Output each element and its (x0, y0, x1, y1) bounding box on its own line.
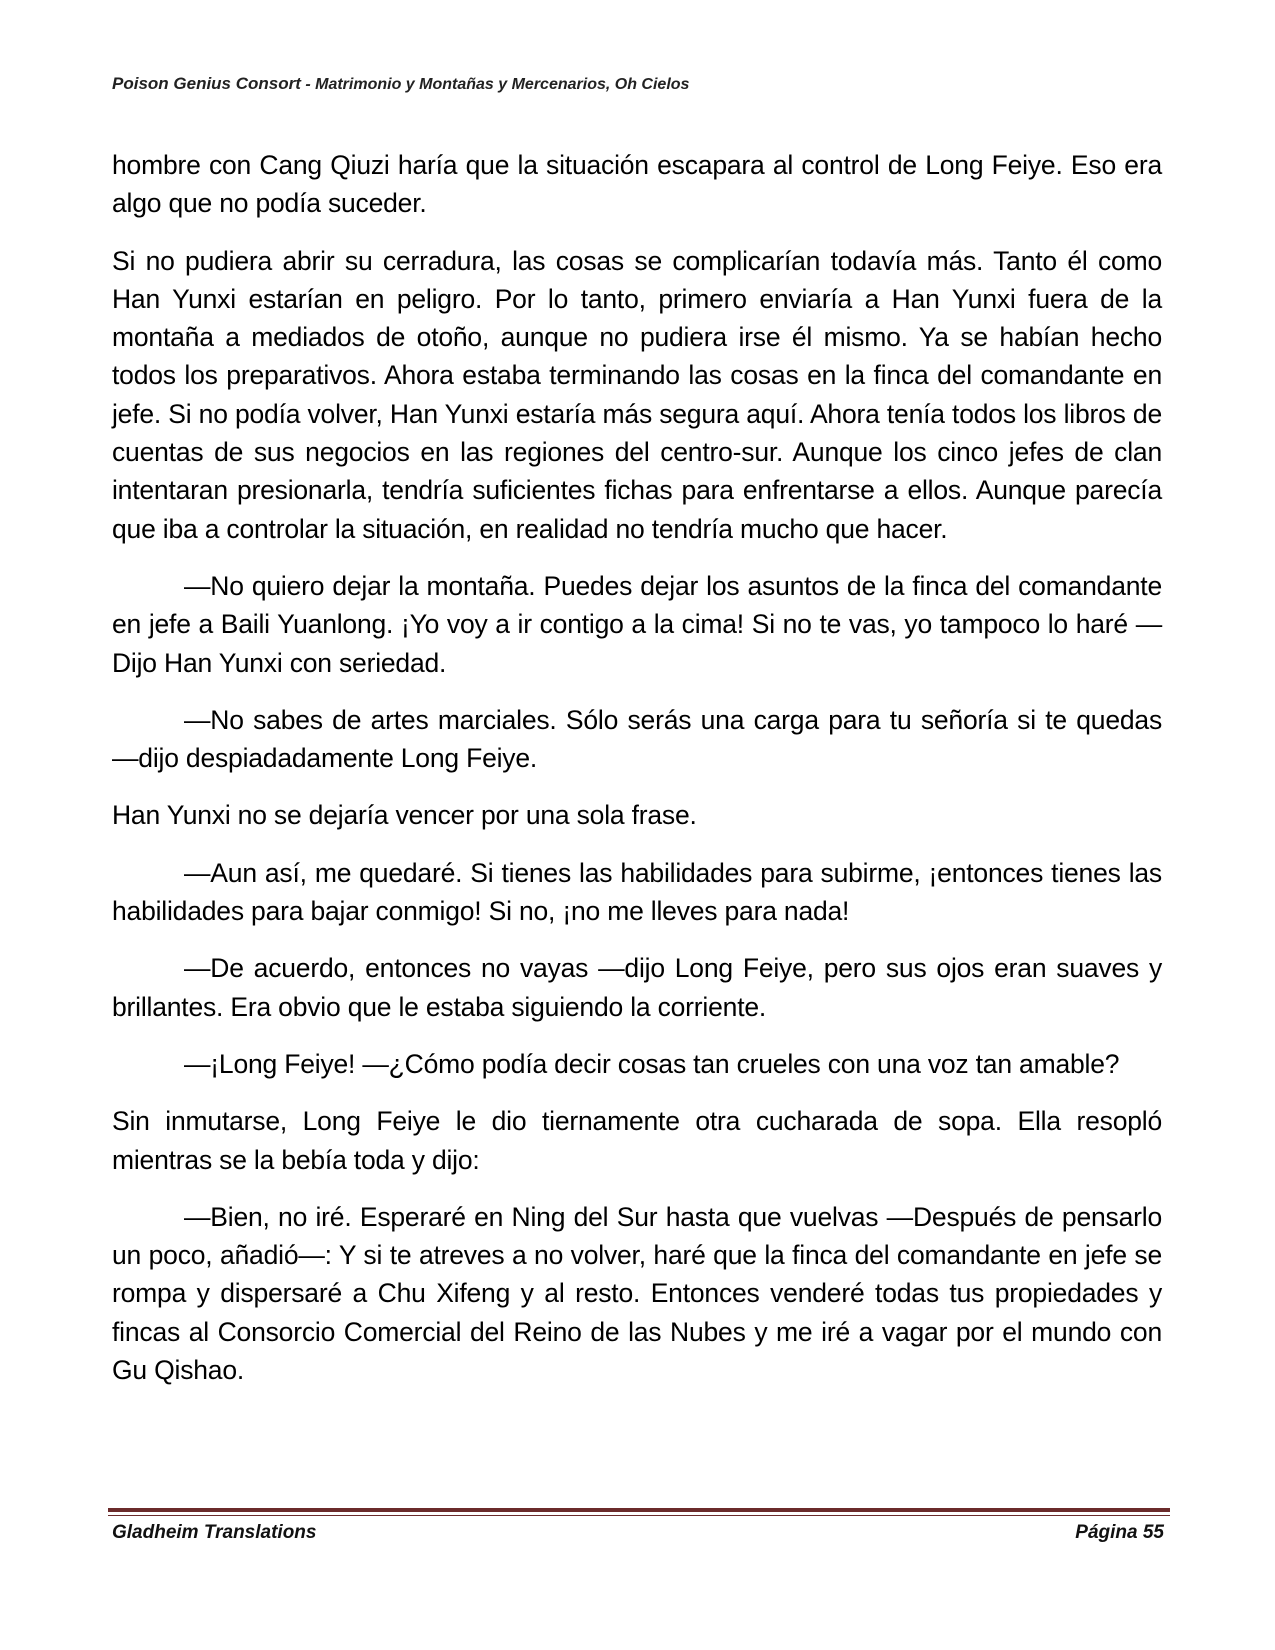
paragraph: —¡Long Feiye! —¿Cómo podía decir cosas tan crueles con una voz tan amable? (184, 1048, 1120, 1079)
paragraph: hombre con Cang Qiuzi haría que la situación escapara al control de Long Feiye. Eso era algo que no podía suceder. (112, 150, 1162, 219)
paragraph: Sin inmutarse, Long Feiye le dio tiernamente otra cucharada de sopa. Ella resopló mientras se la bebía toda y dijo: (112, 1106, 1162, 1175)
page-number: Página 55 (1075, 1522, 1164, 1543)
paragraph: Si no pudiera abrir su cerradura, las cosas se complicarían todavía más. Tanto él como Han Yunxi estarían en peligro. Por lo tanto, primero enviaría a Han Yunxi fuera de la montaña a mediados de otoño, aunque no pudiera irse él mismo. Ya se habían hecho todos los preparativos. Ahora estaba terminando las cosas en la finca del comandante en jefe. Si no podía volver, Han Yunxi estaría más segura aquí. Ahora tenía todos los libros de cuentas de sus negocios en las regiones del centro-sur. Aunque los cinco jefes de clan intentaran presionarla, tendría suficientes fichas para enfrentarse a ellos. Aunque parecía que iba a controlar la situación, en realidad no tendría mucho que hacer. (112, 245, 1162, 544)
paragraph: Han Yunxi no se dejaría vencer por una sola frase. (112, 800, 697, 831)
footer-credit: Gladheim Translations (112, 1522, 317, 1543)
page-body (112, 146, 1162, 1408)
paragraph: —De acuerdo, entonces no vayas —dijo Long Feiye, pero sus ojos eran suaves y brillantes. Era obvio que le estaba siguiendo la corriente. (112, 953, 1162, 1022)
paragraph: —Aun así, me quedaré. Si tienes las habilidades para subirme, ¡entonces tienes las habilidades para bajar conmigo! Si no, ¡no me lleves para nada! (112, 857, 1162, 927)
paragraph: —No quiero dejar la montaña. Puedes dejar los asuntos de la finca del comandante en jefe a Baili Yuanlong. ¡Yo voy a ir contigo a la cima! Si no te vas, yo tampoco lo haré —Dijo Han Yunxi con seriedad. (112, 570, 1162, 678)
footer-divider-thin (108, 1515, 1170, 1516)
footer-divider-thick (108, 1508, 1170, 1512)
header-title: Poison Genius Consort (112, 74, 301, 93)
paragraph: —Bien, no iré. Esperaré en Ning del Sur hasta que vuelvas —Después de pensarlo un poco, añadió—: Y si te atreves a no volver, haré que la finca del comandante en jefe se rompa y dispersaré a Chu Xifeng y al resto. Entonces venderé todas tus propiedades y fincas al Consorcio Comercial del Reino de las Nubes y me iré a vagar por el mundo con Gu Qishao. (112, 1201, 1162, 1386)
paragraph: —No sabes de artes marciales. Sólo serás una carga para tu señoría si te quedas —dijo despiadadamente Long Feiye. (112, 704, 1162, 774)
page-footer (112, 1522, 1164, 1544)
running-header (112, 74, 1172, 94)
header-subtitle: - Matrimonio y Montañas y Mercenarios, Oh Cielos (300, 76, 690, 93)
